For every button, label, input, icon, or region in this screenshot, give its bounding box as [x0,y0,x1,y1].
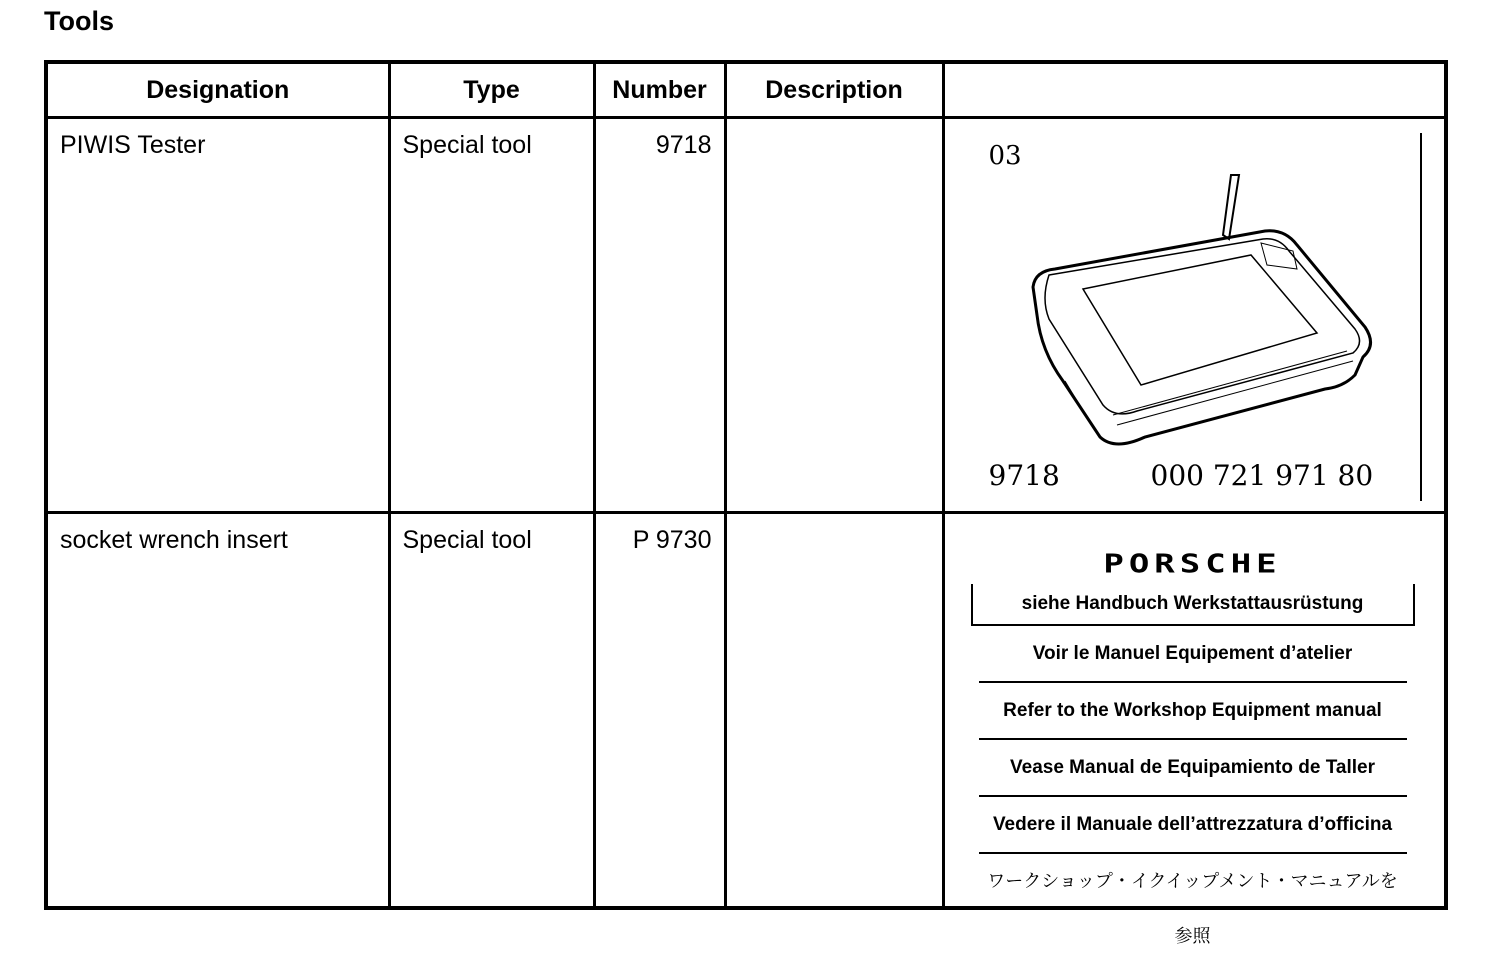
cell-designation: socket wrench insert [46,513,389,909]
manual-notice [971,544,1415,946]
figure-tool-number: 9718 [988,459,1060,492]
cell-type: Special tool [389,513,594,909]
cell-description [725,118,943,513]
porsche-logo: PORSCHE [1103,549,1282,579]
notice-line-es: Vease Manual de Equipamiento de Taller [979,740,1407,797]
cell-number: P 9730 [594,513,725,909]
manual-notice-cell [943,513,1446,946]
table-row [46,513,1446,909]
header-row [46,62,1446,118]
cell-description [725,513,943,909]
notice-line-fr: Voir le Manuel Equipement d’atelier [979,626,1407,683]
notice-line-it: Vedere il Manuale dell’attrezzatura d’officina [979,797,1407,854]
figure-code: 03 [988,141,1022,171]
header-number: Number [594,62,725,118]
table-row [46,118,1446,513]
cell-number: 9718 [594,118,725,513]
tester-figure [945,119,1445,511]
tools-table [44,60,1448,946]
header-type: Type [389,62,594,118]
page-title: Tools [44,6,114,36]
cell-designation: PIWIS Tester [46,118,389,513]
notice-line-en: Refer to the Workshop Equipment manual [979,683,1407,740]
notice-line-de: siehe Handbuch Werkstattausrüstung [971,584,1415,626]
figure-part-number: 000 721 971 80 [1150,459,1374,492]
piwis-tester-illustration [945,119,1443,511]
cell-type: Special tool [389,118,594,513]
header-description: Description [725,62,943,118]
notice-line-ja: ワークショップ・イクイップメント・マニュアルを参照 [987,871,1398,946]
tester-figure-cell [943,118,1446,513]
header-figure [943,62,1446,118]
header-designation: Designation [46,62,389,118]
